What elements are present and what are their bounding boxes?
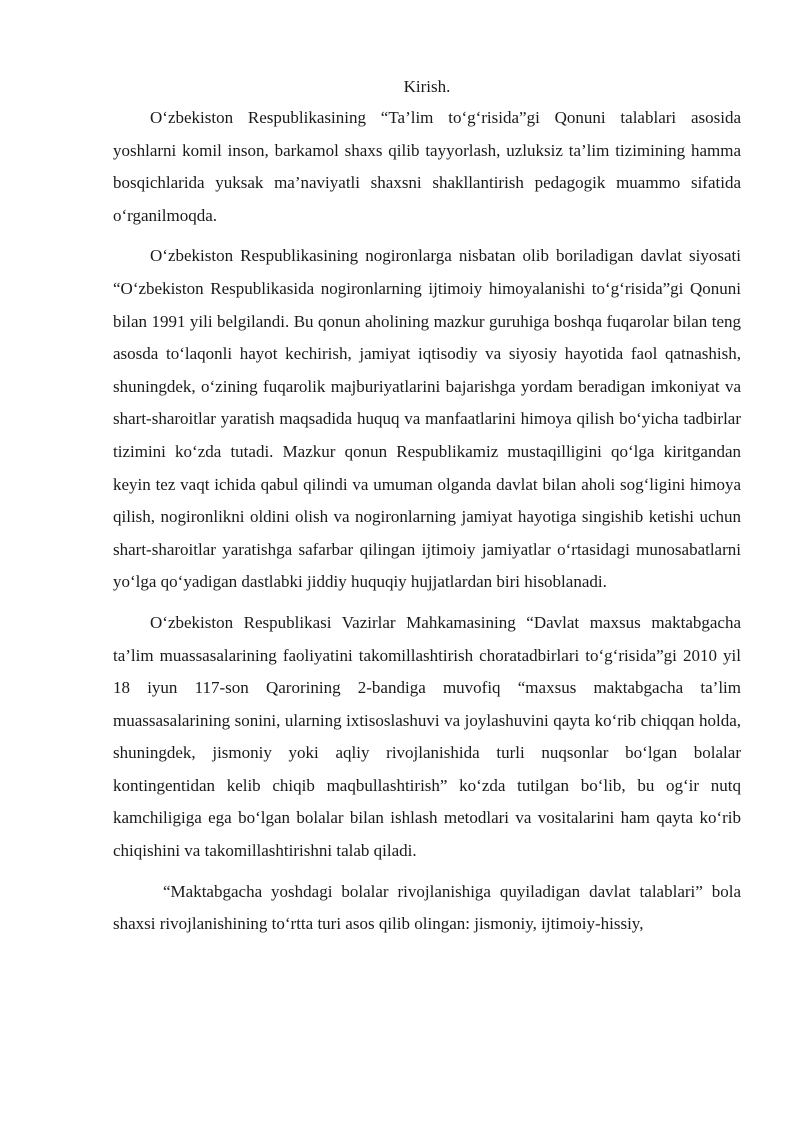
document-page xyxy=(113,72,741,941)
document-title: Kirish. xyxy=(403,77,451,96)
paragraph-disability-policy: O‘zbekiston Respublikasining nogironlarga nisbatan olib boriladigan davlat siyosati “O‘zbekiston Respublikasida nogironlarning ijtimoiy himoyalanishi to‘g‘risida”gi Qonuni bilan 1991 yili belgilandi. Bu qonun aholining mazkur guruhiga boshqa fuqarolar bilan teng asosda to‘laqonli hayot kechirish, jamiyat iqtisodiy va siyosiy hayotida faol qatnashish, shuningdek, o‘zining fuqarolik majburiyatlarini bajarishga yordam beradigan imkoniyat va shart-sharoitlar yaratish maqsadida huquq va manfaatlarini himoya qilish bo‘yicha tadbirlar tizimini ko‘zda tutadi. Mazkur qonun Respublikamiz mustaqilligini qo‘lga kiritgandan keyin tez vaqt ichida qabul qilindi va umuman olganda davlat bilan aholi sog‘ligini himoya qilish, nogironlikni oldini olish va nogironlarning jamiyat hayotiga singishib ketishi uchun shart-sharoitlar yaratishga safarbar qilingan ijtimoiy jamiyatlar o‘rtasidagi munosabatlarni yo‘lga qo‘yadigan dastlabki jiddiy huquqiy hujjatlardan biri hisoblanadi. xyxy=(113,246,741,592)
paragraph-cabinet-resolution: O‘zbekiston Respublikasi Vazirlar Mahkamasining “Davlat maxsus maktabgacha ta’lim muassasalarining faoliyatini takomillashtirish choratadbirlari to‘g‘risida”gi 2010 yil 18 iyun 117-son Qarorining 2-bandiga muvofiq “maxsus maktabgacha ta’lim muassasalarining sonini, ularning ixtisoslashuvi va joylashuvini qayta ko‘rib chiqqan holda, shuningdek, jismoniy yoki aqliy rivojlanishida turli nuqsonlar bo‘lgan bolalar kontingentidan kelib chiqib maqbullashtirish” ko‘zda tutilgan bo‘lib, bu og‘ir nutq kamchiligiga ega bo‘lgan bolalar bilan ishlash metodlari va vositalarini ham qayta ko‘rib chiqishini va takomillashtirishni talab qiladi. xyxy=(113,612,741,861)
paragraph-intro: O‘zbekiston Respublikasining “Ta’lim to‘g‘risida”gi Qonuni talablari asosida yoshlarni komil inson, barkamol shaxs qilib tayyorlash, uzluksiz ta’lim tizimining hamma bosqichlarida yuksak ma’naviyatli shaxsni shakllantirish pedagogik muammo sifatida o‘rganilmoqda. xyxy=(113,108,741,225)
paragraph-state-requirements: “Maktabgacha yoshdagi bolalar rivojlanishiga quyiladigan davlat talablari” bola shaxsi rivojlanishining to‘rtta turi asos qilib olingan: jismoniy, ijtimoiy-hissiy, xyxy=(113,881,741,934)
